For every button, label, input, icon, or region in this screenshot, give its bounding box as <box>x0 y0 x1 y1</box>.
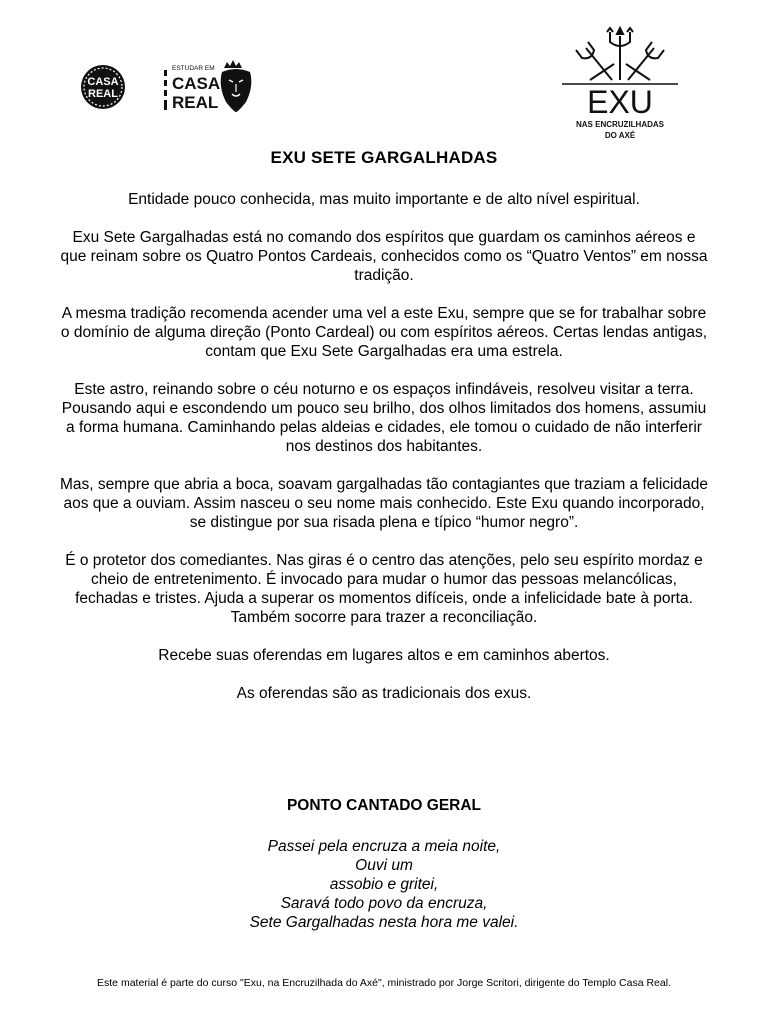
estudar-em-casa-real-logo <box>162 58 254 114</box>
exu-logo-title: EXU <box>587 84 653 120</box>
trident-icon <box>562 28 678 84</box>
paragraph-4: Este astro, reinando sobre o céu noturno e os espaços infindáveis, resolveu visitar a terra. Pousando aqui e escondendo um pouco seu brilho, dos olhos limitados dos homens, assumiu a forma humana. Caminhando pelas aldeias e cidades, ele tomou o cuidado de não interferir nos destinos dos habitantes. <box>61 381 707 455</box>
paragraph-5: Mas, sempre que abria a boca, soavam gargalhadas tão contagiantes que traziam a felicidade aos que a ouviam. Assim nasceu o seu nome mais conhecido. Este Exu quando incorporado, se distingue por sua risada plena e típico “humor negro”. <box>60 476 708 531</box>
exu-logo-subtitle-2: DO AXÉ <box>604 131 636 140</box>
exu-logo-subtitle-1: NAS ENCRUZILHADAS <box>576 120 664 129</box>
casa-real-badge-logo <box>80 64 126 110</box>
estudar-real-text: REAL <box>172 93 219 112</box>
song-line-4: Saravá todo povo da encruza, <box>280 895 488 912</box>
song-line-3: assobio e gritei, <box>329 876 439 893</box>
exu-encruzilhadas-logo <box>560 24 680 146</box>
song-title: PONTO CANTADO GERAL <box>286 797 482 814</box>
song-line-5: Sete Gargalhadas nesta hora me valei. <box>249 914 519 931</box>
song-line-2: Ouvi um <box>355 857 413 874</box>
paragraph-3: A mesma tradição recomenda acender uma vel a este Exu, sempre que se for trabalhar sobre o domínio de alguma direção (Ponto Cardeal) ou com espíritos aéreos. Certas lendas antigas, contam que Exu Sete Gargalhadas era uma estrela. <box>60 305 708 360</box>
song-line-1: Passei pela encruza a meia noite, <box>267 838 501 855</box>
lion-icon <box>221 60 252 112</box>
estudar-casa-text: CASA <box>172 74 221 93</box>
song-lyrics <box>0 837 768 932</box>
paragraph-2: Exu Sete Gargalhadas está no comando dos espíritos que guardam os caminhos aéreos e que reinam sobre os Quatro Pontos Cardeais, conhecidos como os “Quatro Ventos” em nossa tradição. <box>60 229 708 284</box>
paragraph-8: As oferendas são as tradicionais dos exus. <box>236 685 532 702</box>
paragraph-6: É o protetor dos comediantes. Nas giras é o centro das atenções, pelo seu espírito mordaz e cheio de entretenimento. É invocado para mudar o humor das pessoas melancólicas, fechadas e tristes. Ajuda a superar os momentos difíceis, onde a infelicidade bate à porta. Também socorre para trazer a reconciliação. <box>65 552 703 626</box>
estudar-em-small: ESTUDAR EM <box>172 65 215 72</box>
footer-note: Este material é parte do curso "Exu, na Encruzilhada do Axé", ministrado por Jorge Scritori, dirigente do Templo Casa Real. <box>97 977 671 989</box>
paragraph-7: Recebe suas oferendas em lugares altos e em caminhos abertos. <box>158 647 610 664</box>
casa-real-badge-line2: REAL <box>88 88 118 100</box>
document-title: EXU SETE GARGALHADAS <box>270 148 498 167</box>
paragraph-1: Entidade pouco conhecida, mas muito importante e de alto nível espiritual. <box>128 191 640 208</box>
casa-real-badge-line1: CASA <box>87 76 119 88</box>
document-body <box>58 190 710 722</box>
